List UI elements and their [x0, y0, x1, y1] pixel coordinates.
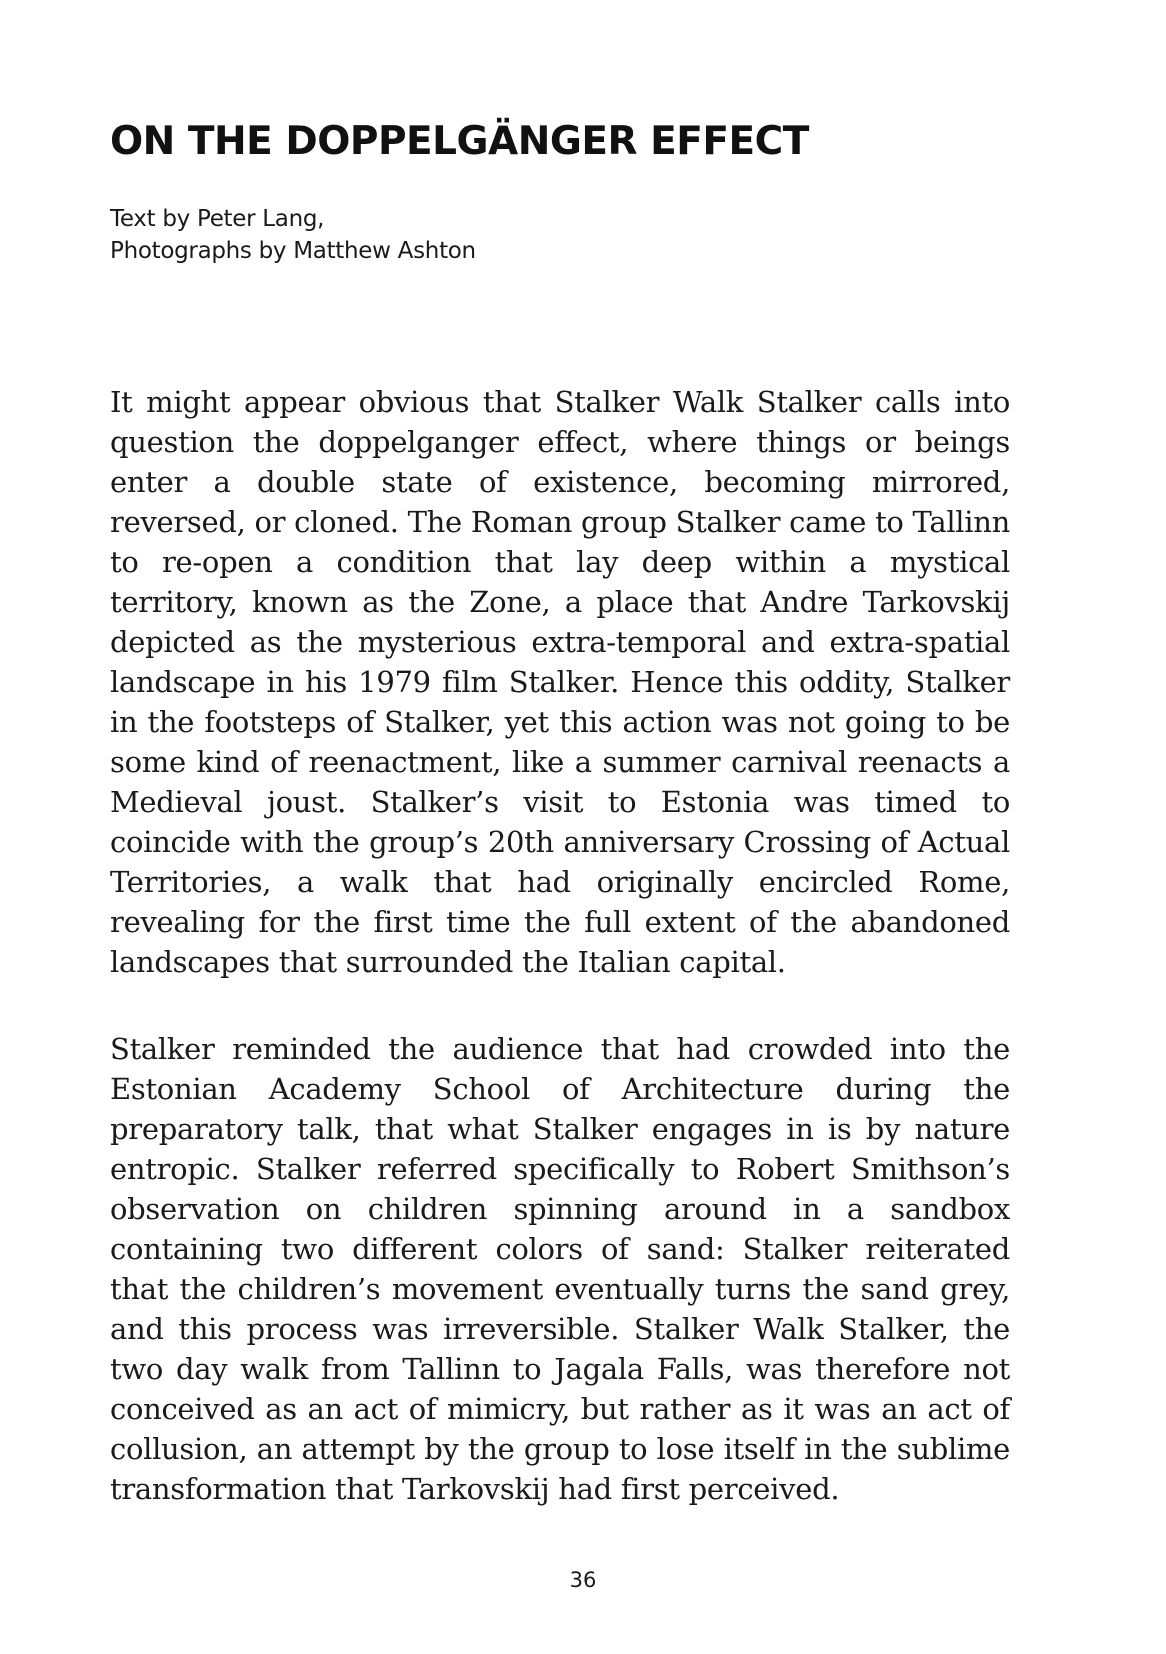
body-paragraph-1: It might appear obvious that Stalker Walk Stalker calls into question the doppelganger effect, where things or beings enter a double state of existence, becoming mirrored, reversed, or cloned. The Roman group Stalker came to Tallinn to re-open a condition that lay deep within a mystical territory, known as the Zone, a place that Andre Tarkovskij depicted as the mysterious extra-temporal and extra-spatial landscape in his 1979 film Stalker. Hence this oddity, Stalker in the footsteps of Stalker, yet this action was not going to be some kind of reenactment, like a summer carnival reenacts a Medieval joust. Stalker’s visit to Estonia was timed to coincide with the group’s 20th anniversary Crossing of Actual Territories, a walk that had originally encircled Rome, revealing for the first time the full extent of the abandoned landscapes that surrounded the Italian capital. [110, 385, 1010, 979]
article-credits [110, 203, 476, 267]
page-number: 36 [569, 1568, 597, 1592]
credit-photographer: Photographs by Matthew Ashton [110, 238, 476, 264]
article-title: ON THE DOPPELGÄNGER EFFECT [110, 119, 809, 164]
article-body [110, 382, 1010, 1509]
credit-text-author: Text by Peter Lang, [110, 206, 325, 232]
body-paragraph-2: Stalker reminded the audience that had crowded into the Estonian Academy School of Architecture during the preparatory talk, that what Stalker engages in is by nature entropic. Stalker referred specifically to Robert Smithson’s observation on children spinning around in a sandbox containing two different colors of sand: Stalker reiterated that the children’s movement eventually turns the sand grey, and this process was irreversible. Stalker Walk Stalker, the two day walk from Tallinn to Jagala Falls, was therefore not conceived as an act of mimicry, but rather as it was an act of collusion, an attempt by the group to lose itself in the sublime transformation that Tarkovskij had first perceived. [110, 1032, 1010, 1506]
